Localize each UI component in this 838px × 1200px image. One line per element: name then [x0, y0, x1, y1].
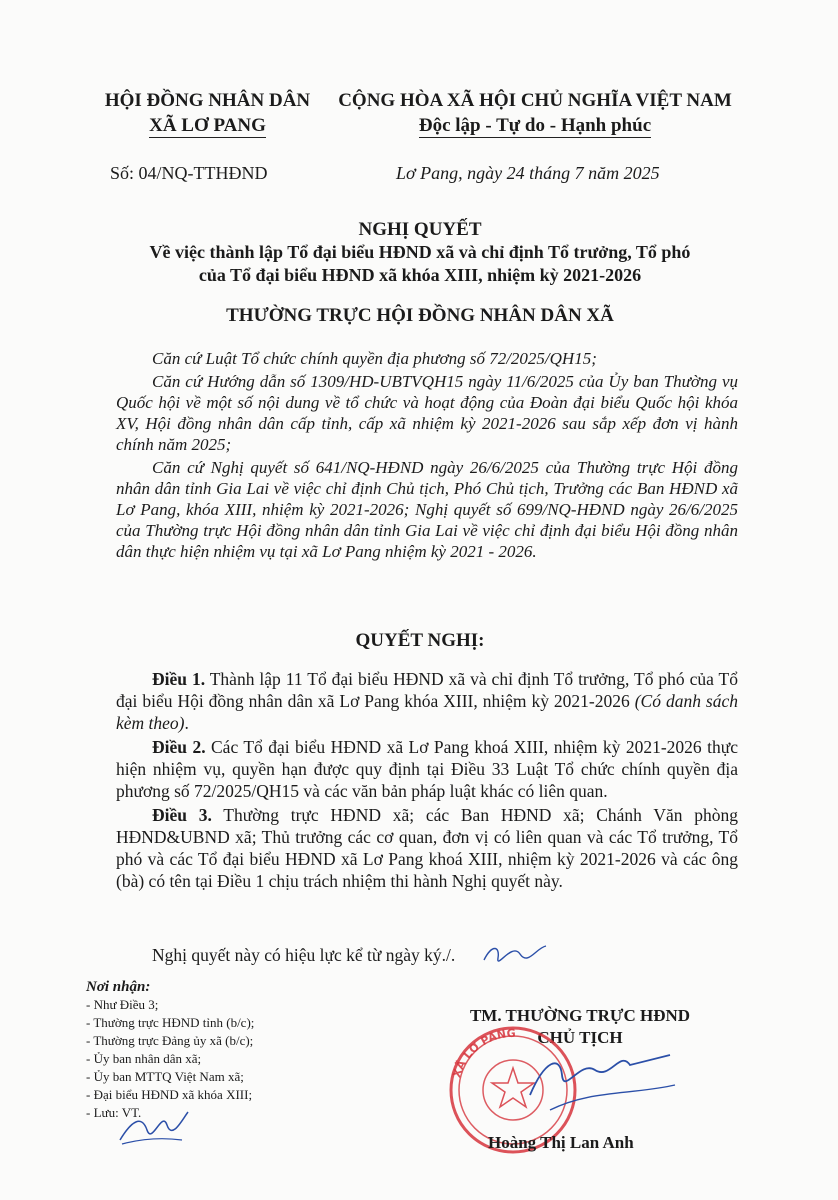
- org-name-line2: XÃ LƠ PANG: [149, 115, 266, 136]
- country-name: CỘNG HÒA XÃ HỘI CHỦ NGHĨA VIỆT NAM: [338, 90, 732, 111]
- recipient-item: - Như Điều 3;: [86, 997, 159, 1012]
- recipient-item: - Lưu: VT.: [86, 1105, 142, 1120]
- basis-item: Căn cứ Hướng dẫn số 1309/HD-UBTVQH15 ngày 11/6/2025 của Ủy ban Thường vụ Quốc hội về một số nội dung về tổ chức và hoạt động của Đoàn đại biểu Quốc hội khóa XV, Hội đồng nhân dân cấp tỉnh, cấp xã nhiệm kỳ 2021-2026 sau sắp xếp đơn vị hành chính năm 2025;: [116, 372, 738, 454]
- signature-icon: [520, 1040, 680, 1120]
- national-motto: Độc lập - Tự do - Hạnh phúc: [418, 115, 652, 136]
- initials-icon: [480, 938, 550, 968]
- document-subject-line1: Về việc thành lập Tổ đại biểu HĐND xã và chỉ định Tổ trưởng, Tổ phó: [149, 242, 691, 262]
- signature-on-behalf: TM. THƯỜNG TRỰC HĐND: [469, 1006, 691, 1025]
- article-1: [116, 668, 738, 734]
- recipient-item: - Thường trực Đảng ủy xã (b/c);: [86, 1033, 254, 1048]
- signer-name: Hoàng Thị Lan Anh: [488, 1133, 634, 1152]
- article-text: Các Tổ đại biểu HĐND xã Lơ Pang khoá XIII, nhiệm kỳ 2021-2026 thực hiện nhiệm vụ, quyền hạn được quy định tại Điều 33 Luật Tổ chức chính quyền địa phương số 72/2025/QH15 và các văn bản pháp luật khác có liên quan.: [116, 737, 738, 801]
- signature-position: CHỦ TỊCH: [537, 1028, 623, 1047]
- legal-basis: [116, 348, 738, 564]
- article-note: (Có danh sách kèm theo): [116, 691, 738, 733]
- issuing-organization: [95, 88, 320, 138]
- recipient-item: - Ủy ban MTTQ Việt Nam xã;: [86, 1069, 244, 1084]
- national-header: [330, 88, 740, 138]
- initials-mark-icon: [112, 1100, 192, 1150]
- recipients-heading: Nơi nhận:: [86, 979, 151, 995]
- article-label: Điều 2.: [152, 737, 206, 757]
- document-subject-line2: của Tổ đại biểu HĐND xã khóa XIII, nhiệm kỳ 2021-2026: [198, 265, 642, 285]
- articles: [116, 668, 738, 894]
- org-name-line1: HỘI ĐỒNG NHÂN DÂN: [104, 90, 311, 111]
- article-text: Thành lập 11 Tổ đại biểu HĐND xã và chỉ định Tổ trưởng, Tổ phó của Tổ đại biểu Hội đồng nhân dân xã Lơ Pang khóa XIII, nhiệm kỳ 2021-2026: [116, 669, 738, 711]
- basis-item: Căn cứ Luật Tổ chức chính quyền địa phương số 72/2025/QH15;: [152, 349, 597, 368]
- document-number: Số: 04/NQ-TTHĐND: [110, 163, 268, 183]
- svg-text:XÃ LƠ PANG: [450, 1027, 516, 1079]
- recipient-item: - Đại biểu HĐND xã khóa XIII;: [86, 1087, 253, 1102]
- document-type: NGHỊ QUYẾT: [358, 219, 482, 240]
- effective-clause: Nghị quyết này có hiệu lực kể từ ngày ký./.: [152, 945, 456, 965]
- recipient-item: - Thường trực HĐND tỉnh (b/c);: [86, 1015, 255, 1030]
- recipient-item: - Ủy ban nhân dân xã;: [86, 1051, 202, 1066]
- article-2: [116, 736, 738, 802]
- basis-item: Căn cứ Nghị quyết số 641/NQ-HĐND ngày 26/6/2025 của Thường trực Hội đồng nhân dân tỉnh Gia Lai về việc chỉ định Chủ tịch, Phó Chủ tịch, Trưởng các Ban HĐND xã Lơ Pang, khóa XIII, nhiệm kỳ 2021-2026; Nghị quyết số 699/NQ-HĐND ngày 26/6/2025 của Thường trực Hội đồng nhân dân tỉnh Gia Lai về việc chỉ định đại biểu Hội đồng nhân dân thực hiện nhiệm vụ tại xã Lơ Pang nhiệm kỳ 2021 - 2026.: [116, 458, 738, 561]
- issuing-body: THƯỜNG TRỰC HỘI ĐỒNG NHÂN DÂN XÃ: [226, 305, 614, 326]
- seal-text: XÃ LƠ PANG: [450, 1026, 516, 1080]
- place-and-date: Lơ Pang, ngày 24 tháng 7 năm 2025: [396, 163, 660, 183]
- article-3: [116, 804, 738, 892]
- article-label: Điều 1.: [152, 669, 206, 689]
- document-title: [90, 218, 750, 287]
- article-text: Thường trực HĐND xã; các Ban HĐND xã; Chánh Văn phòng HĐND&UBND xã; Thủ trưởng các cơ quan, đơn vị có liên quan và các Tổ trưởng, Tổ phó và các Tổ đại biểu HĐND xã Lơ Pang khoá XIII, nhiệm kỳ 2021-2026 và các ông (bà) có tên tại Điều 1 chịu trách nhiệm thi hành Nghị quyết này.: [116, 805, 739, 891]
- decision-heading: QUYẾT NGHỊ:: [355, 630, 485, 651]
- article-label: Điều 3.: [152, 805, 212, 825]
- article-tail: .: [184, 713, 189, 733]
